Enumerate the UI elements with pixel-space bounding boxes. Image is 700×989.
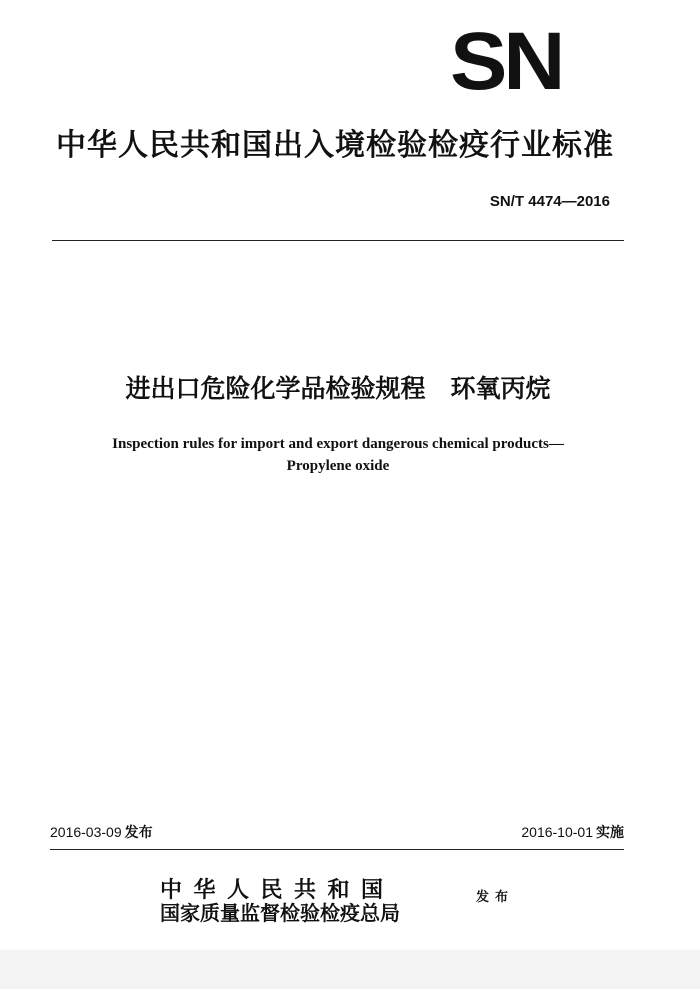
issue-label: 发布	[124, 825, 153, 841]
document-title-en	[0, 433, 676, 477]
implement-label: 实施	[596, 825, 624, 841]
sn-logo: SN	[450, 16, 562, 107]
issuer-country: 中华人民共和国	[160, 877, 395, 903]
issue-date: 2016-03-09	[50, 824, 122, 840]
title-en-line-2: Propylene oxide	[286, 458, 390, 474]
standard-code: SN/T 4474—2016	[489, 193, 610, 210]
scan-margin	[0, 950, 700, 989]
issuer-action: 发布	[476, 890, 515, 905]
title-en-line-1: Inspection rules for import and export dangerous chemical products—	[112, 436, 564, 452]
top-divider	[52, 240, 624, 241]
implement-date: 2016-10-01	[521, 824, 593, 840]
document-title-cn: 进出口危险化学品检验规程 环氧丙烷	[125, 374, 551, 403]
industry-standard-title: 中华人民共和国出入境检验检疫行业标准	[56, 128, 614, 163]
bottom-divider	[50, 849, 624, 850]
issuer-agency: 国家质量监督检验检疫总局	[160, 901, 400, 925]
issue-date-block	[50, 823, 153, 842]
implement-date-block	[521, 823, 624, 842]
